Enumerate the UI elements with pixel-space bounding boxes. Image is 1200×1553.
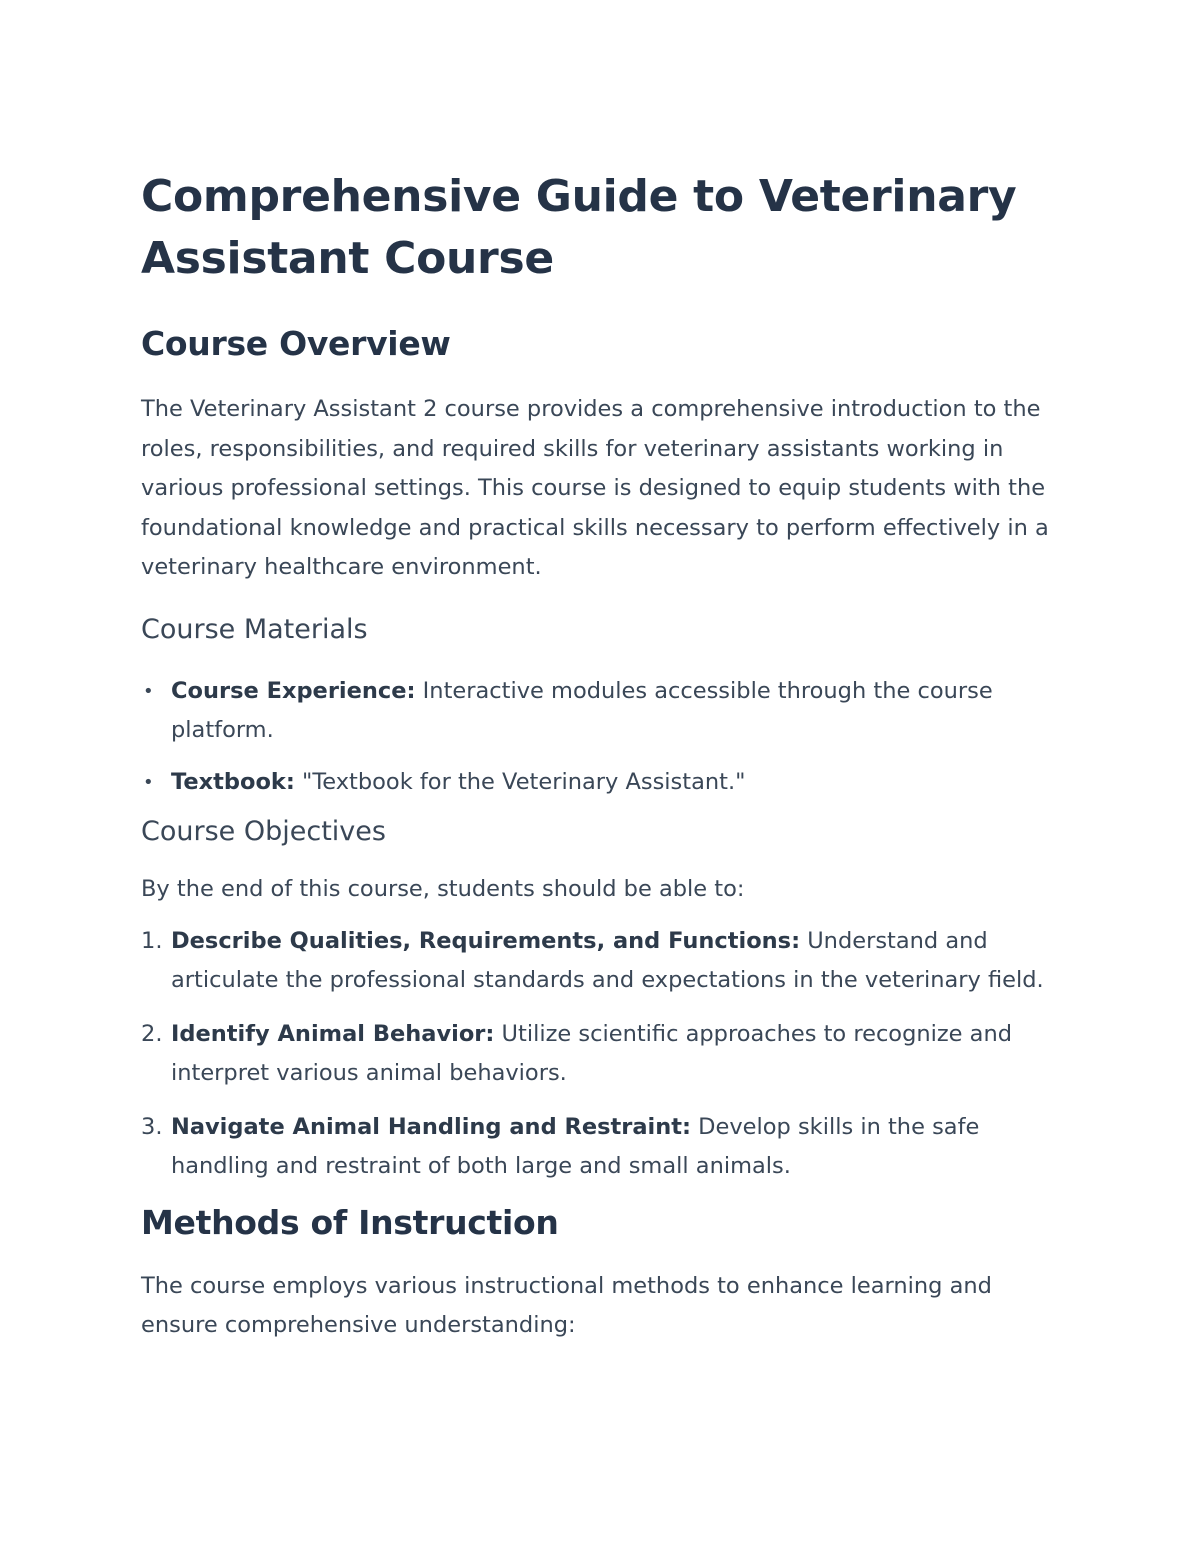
list-item-objective-3 [141,1108,1070,1187]
list-number: 3. [141,1113,163,1140]
list-item-separator: : [285,768,295,795]
course-overview-paragraph: The Veterinary Assistant 2 course provides a comprehensive introduction to the roles, responsibilities, and required skills for veterinary assistants working in various professional settings. This course is designed to equip students with the foundational knowledge and practical skills necessary to perform effectively in a veterinary healthcare environment. [141,396,1049,580]
subsection-heading-course-materials: Course Materials [141,613,368,645]
bullet-icon: • [143,680,154,702]
list-item-text: Develop skills in the safe handling and restraint of both large and small animals. [171,1113,980,1179]
list-item-textbook [141,763,1070,803]
list-number: 2. [141,1020,163,1047]
page-title: Comprehensive Guide to Veterinary Assistant Course [141,171,1017,284]
list-number: 1. [141,927,163,954]
subsection-heading-course-objectives: Course Objectives [141,816,386,847]
list-item-objective-1 [141,922,1070,1001]
course-objectives-list [141,922,1070,1187]
methods-of-instruction-paragraph: The course employs various instructional methods to enhance learning and ensure comprehensive understanding: [141,1272,992,1338]
list-item-separator: : [485,1020,495,1047]
list-item-separator: : [682,1113,692,1140]
list-item-text: Utilize scientific approaches to recognize and interpret various animal behaviors. [171,1020,1013,1086]
list-item-term: Textbook [171,768,286,795]
list-item-separator: : [791,927,801,954]
list-item-course-experience [141,672,1070,751]
list-item-term: Describe Qualities, Requirements, and Functions [171,927,792,954]
list-item-term: Navigate Animal Handling and Restraint [171,1113,683,1140]
section-heading-methods-of-instruction: Methods of Instruction [141,1202,559,1242]
list-item-term: Identify Animal Behavior [171,1020,486,1047]
list-item-text: Understand and articulate the professional standards and expectations in the veterinary field. [171,927,1044,993]
course-objectives-intro: By the end of this course, students should be able to: [141,876,745,902]
list-item-text: "Textbook for the Veterinary Assistant." [294,768,746,795]
list-item-objective-2 [141,1015,1070,1094]
course-materials-list [141,672,1070,803]
list-item-term: Course Experience [171,677,407,704]
list-item-separator: : [406,677,416,704]
list-item-text: Interactive modules accessible through the course platform. [171,677,993,743]
bullet-icon: • [143,771,154,793]
section-heading-course-overview: Course Overview [141,324,451,363]
